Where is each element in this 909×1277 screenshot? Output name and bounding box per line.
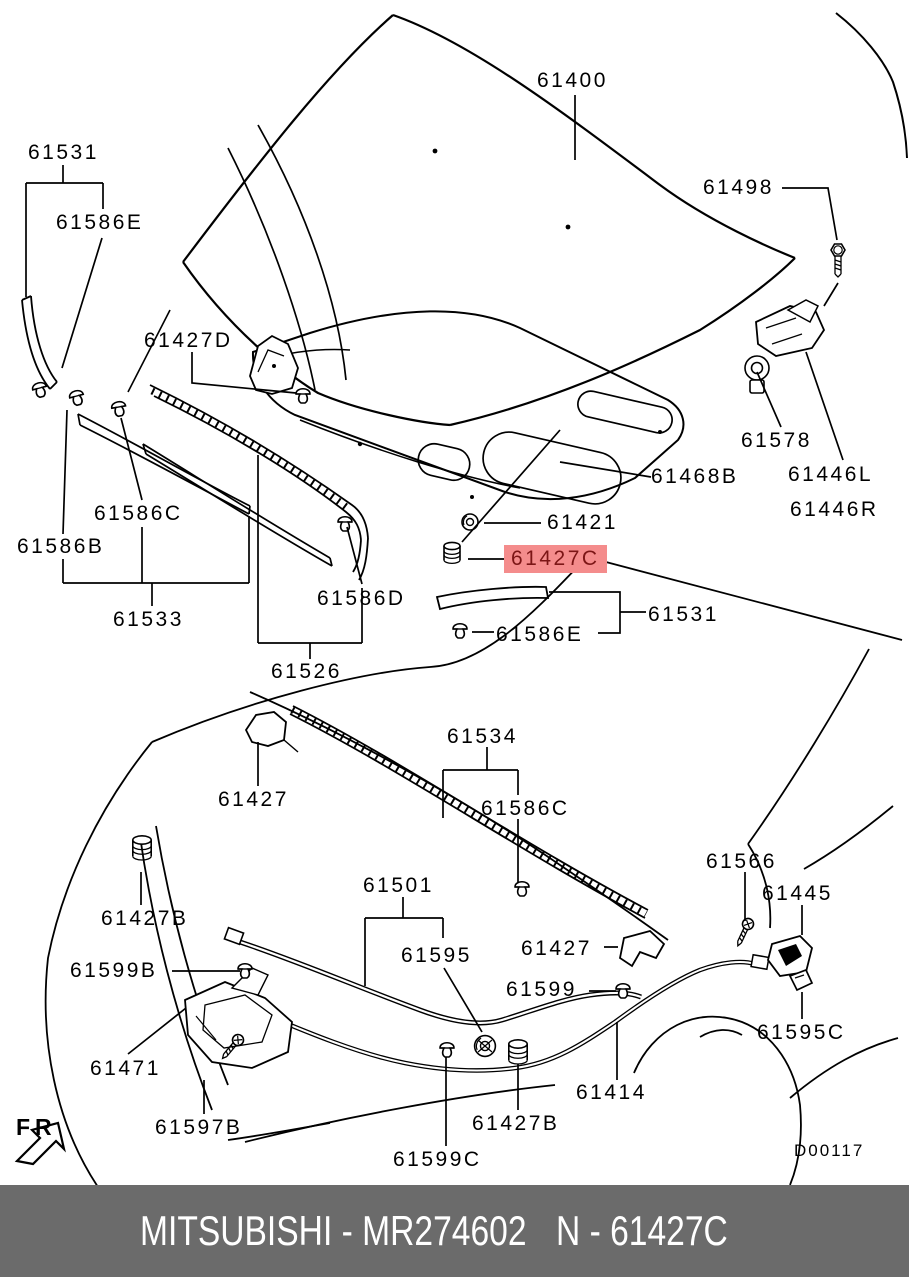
part-label-61427C[interactable]: 61427C (504, 545, 607, 573)
clip-icon (296, 389, 310, 403)
part-label-61531[interactable]: 61531 (28, 141, 99, 164)
part-label-61526[interactable]: 61526 (271, 660, 342, 683)
hood-outer-panel (128, 15, 795, 425)
part-label-61400[interactable]: 61400 (537, 69, 608, 92)
part-label-61468B[interactable]: 61468B (651, 465, 739, 488)
windshield-corner-line (836, 13, 907, 158)
part-label-61586E[interactable]: 61586E (496, 623, 584, 646)
part-label-61427[interactable]: 61427 (218, 788, 289, 811)
front-moulding-61531b (437, 587, 548, 609)
hood-latch-61471 (185, 968, 292, 1068)
part-label-61599C[interactable]: 61599C (393, 1148, 482, 1171)
hood-hinge-61446 (756, 300, 824, 356)
part-label-61534[interactable]: 61534 (447, 725, 518, 748)
part-label-61446R[interactable]: 61446R (790, 498, 879, 521)
fr-orientation-label: FR (16, 1114, 57, 1140)
part-label-61427[interactable]: 61427 (521, 937, 592, 960)
weatherstrip-61526 (150, 385, 368, 580)
hook-bracket-61427b-part (620, 931, 664, 966)
screw-61566 (733, 917, 755, 948)
part-label-61421[interactable]: 61421 (547, 511, 618, 534)
clip-icon (440, 1043, 454, 1057)
clip-icon (111, 401, 127, 417)
part-label-61427D[interactable]: 61427D (144, 329, 233, 352)
footer-highlighted-part: N - 61427C (556, 1207, 728, 1254)
hinge-bolt-61498 (831, 244, 845, 277)
part-label-61533[interactable]: 61533 (113, 608, 184, 631)
hood-stay-bracket-61427d (250, 336, 298, 394)
part-label-61414[interactable]: 61414 (576, 1081, 647, 1104)
clip-icon (68, 389, 85, 406)
part-label-61595[interactable]: 61595 (401, 944, 472, 967)
hood-inner-panel (253, 311, 683, 509)
part-label-61599[interactable]: 61599 (506, 978, 577, 1001)
part-label-61445[interactable]: 61445 (762, 882, 833, 905)
weatherstrip-61533 (78, 414, 332, 566)
cushion-61427b-b (509, 1040, 527, 1064)
part-label-61599B[interactable]: 61599B (70, 959, 158, 982)
part-label-61446L[interactable]: 61446L (788, 463, 874, 486)
part-label-61531[interactable]: 61531 (648, 603, 719, 626)
part-label-61498[interactable]: 61498 (703, 176, 774, 199)
part-label-61586C[interactable]: 61586C (481, 797, 570, 820)
footer-brand-part-number: MITSUBISHI - MR274602 (140, 1207, 527, 1254)
part-label-61595C[interactable]: 61595C (757, 1021, 846, 1044)
cushion-61427c (444, 542, 460, 563)
part-label-61427B[interactable]: 61427B (101, 907, 189, 930)
part-label-61501[interactable]: 61501 (363, 874, 434, 897)
support-bracket-61427a-part (246, 712, 298, 752)
part-label-61586E[interactable]: 61586E (56, 211, 144, 234)
clip-icon (515, 882, 529, 896)
hinge-grommet-61578 (745, 356, 769, 393)
part-label-61471[interactable]: 61471 (90, 1057, 161, 1080)
clip-icon (338, 517, 352, 531)
part-label-61586B[interactable]: 61586B (17, 535, 105, 558)
part-label-61566[interactable]: 61566 (706, 850, 777, 873)
part-label-61578[interactable]: 61578 (741, 429, 812, 452)
diagram-code-label: D00117 (794, 1141, 865, 1160)
clip-icon (453, 624, 467, 638)
front-corner-moulding-61531 (22, 296, 57, 389)
part-label-61597B[interactable]: 61597B (155, 1116, 243, 1139)
part-label-61427B[interactable]: 61427B (472, 1112, 560, 1135)
part-label-61586D[interactable]: 61586D (317, 587, 406, 610)
grommet-61595 (475, 1036, 496, 1057)
part-label-61586C[interactable]: 61586C (94, 502, 183, 525)
footer-bar (0, 1185, 909, 1277)
